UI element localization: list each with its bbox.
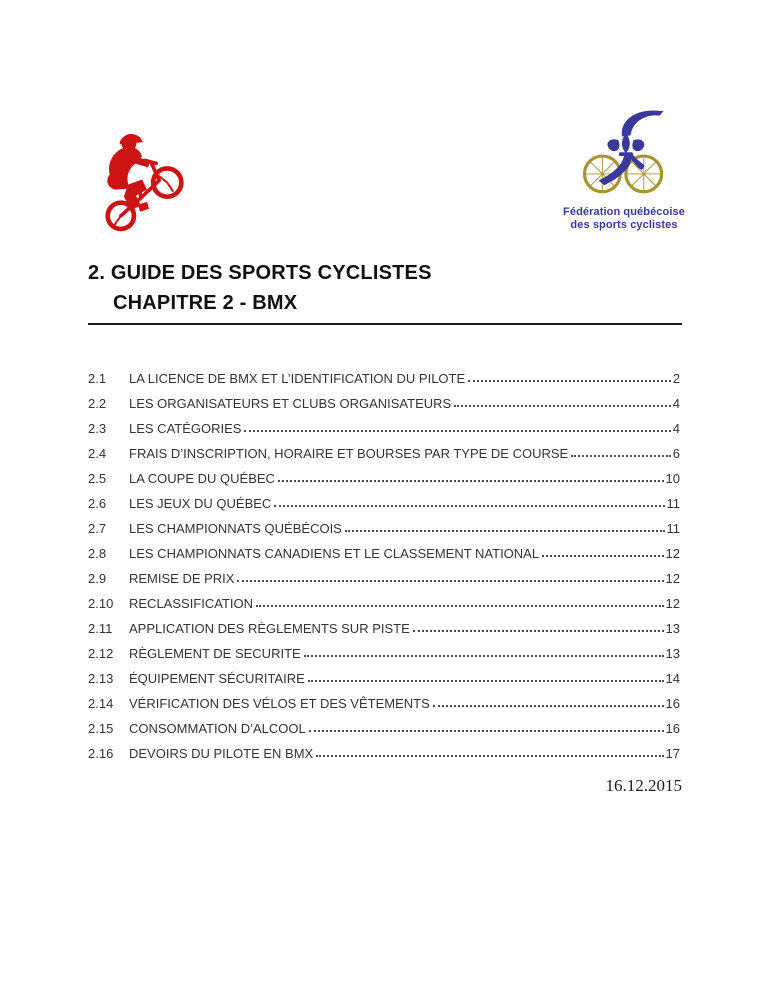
toc-entry-page: 12: [665, 571, 680, 586]
fqsc-logo: [556, 110, 692, 232]
toc-entry-page: 4: [672, 421, 680, 436]
toc-dotted-leader: [309, 730, 664, 732]
toc-dotted-leader: [308, 680, 664, 682]
toc-entry-title: LES CATÉGORIES: [129, 421, 242, 436]
toc-entry-page: 13: [665, 621, 680, 636]
toc-row: [88, 566, 680, 591]
toc-entry-number: 2.11: [88, 621, 113, 636]
toc-entry-page: 6: [672, 446, 680, 461]
toc-entry-page: 2: [672, 371, 680, 386]
toc-dotted-leader: [571, 455, 671, 457]
toc-dotted-leader: [468, 380, 671, 382]
toc-entry-title: LES ORGANISATEURS ET CLUBS ORGANISATEURS: [129, 396, 452, 411]
toc-dotted-leader: [454, 405, 671, 407]
toc-entry-page: 11: [666, 496, 680, 511]
toc-entry-page: 16: [665, 721, 680, 736]
toc-dotted-leader: [433, 705, 664, 707]
toc-row: [88, 716, 680, 741]
toc-entry-title: LES CHAMPIONNATS QUÉBÉCOIS: [129, 521, 342, 536]
toc-row: [88, 491, 680, 516]
toc-entry-page: 4: [672, 396, 680, 411]
toc-entry-page: 11: [666, 521, 680, 536]
toc-entry-title: RÈGLEMENT DE SECURITE: [129, 646, 301, 661]
document-title: [88, 258, 682, 318]
toc-row: [88, 466, 680, 491]
toc-entry-title: VÉRIFICATION DES VÉLOS ET DES VÊTEMENTS: [129, 696, 430, 711]
toc-dotted-leader: [345, 530, 665, 532]
toc-row: [88, 516, 680, 541]
toc-row: [88, 416, 680, 441]
toc-entry-number: 2.15: [88, 721, 114, 736]
toc-entry-title: LES JEUX DU QUÉBEC: [129, 496, 272, 511]
toc-row: [88, 616, 680, 641]
toc-entry-number: 2.8: [88, 546, 107, 561]
toc-dotted-leader: [304, 655, 664, 657]
toc-entry-page: 12: [665, 596, 680, 611]
toc-dotted-leader: [274, 505, 664, 507]
toc-entry-page: 10: [665, 471, 680, 486]
toc-entry-title: APPLICATION DES RÈGLEMENTS SUR PISTE: [129, 621, 410, 636]
toc-entry-page: 17: [665, 746, 680, 761]
toc-entry-page: 14: [665, 671, 680, 686]
fqsc-caption-line2: des sports cyclistes: [570, 219, 678, 231]
toc-row: [88, 741, 680, 766]
toc-list: [88, 366, 680, 766]
toc-entry-title: RECLASSIFICATION: [129, 596, 254, 611]
title-line2: CHAPITRE 2 - BMX: [113, 292, 298, 314]
toc-dotted-leader: [542, 555, 663, 557]
toc-entry-number: 2.7: [88, 521, 107, 536]
toc-row: [88, 691, 680, 716]
toc-entry-number: 2.10: [88, 596, 114, 611]
toc-dotted-leader: [237, 580, 663, 582]
toc-entry-title: FRAIS D’INSCRIPTION, HORAIRE ET BOURSES PAR TYPE DE COURSE: [129, 446, 569, 461]
toc-entry-page: 13: [665, 646, 680, 661]
toc-entry-title: ÉQUIPEMENT SÉCURITAIRE: [129, 671, 305, 686]
toc-entry-number: 2.14: [88, 696, 114, 711]
toc-entry-page: 16: [665, 696, 680, 711]
toc-row: [88, 666, 680, 691]
toc-row: [88, 366, 680, 391]
toc-entry-title: DEVOIRS DU PILOTE EN BMX: [129, 746, 314, 761]
toc-entry-title: CONSOMMATION D’ALCOOL: [129, 721, 306, 736]
toc-entry-number: 2.9: [88, 571, 107, 586]
toc-entry-number: 2.4: [88, 446, 107, 461]
toc-entry-number: 2.1: [88, 371, 107, 386]
title-line1: 2. GUIDE DES SPORTS CYCLISTES: [88, 262, 432, 284]
toc-entry-title: LA LICENCE DE BMX ET L’IDENTIFICATION DU PILOTE: [129, 371, 466, 386]
toc-row: [88, 541, 680, 566]
toc-entry-number: 2.3: [88, 421, 107, 436]
fqsc-cyclist-icon: [577, 110, 671, 204]
toc-entry-number: 2.2: [88, 396, 107, 411]
toc-row: [88, 391, 680, 416]
bmx-rider-icon: [94, 118, 186, 234]
toc-dotted-leader: [278, 480, 664, 482]
title-divider: [88, 323, 682, 325]
toc-row: [88, 641, 680, 666]
toc-dotted-leader: [256, 605, 664, 607]
toc-entry-number: 2.13: [88, 671, 114, 686]
toc-entry-title: LA COUPE DU QUÉBEC: [129, 471, 275, 486]
toc-entry-title: REMISE DE PRIX: [129, 571, 235, 586]
toc-entry-number: 2.16: [88, 746, 114, 761]
toc-row: [88, 441, 680, 466]
fqsc-caption-line1: Fédération québécoise: [563, 206, 685, 218]
toc-dotted-leader: [413, 630, 664, 632]
toc-entry-number: 2.6: [88, 496, 107, 511]
document-date: 16.12.2015: [605, 776, 682, 795]
toc-entry-title: LES CHAMPIONNATS CANADIENS ET LE CLASSEMENT NATIONAL: [129, 546, 540, 561]
toc-dotted-leader: [244, 430, 670, 432]
toc-entry-page: 12: [665, 546, 680, 561]
toc-entry-number: 2.12: [88, 646, 114, 661]
toc-entry-number: 2.5: [88, 471, 107, 486]
toc-row: [88, 591, 680, 616]
toc-dotted-leader: [316, 755, 663, 757]
bmx-rider-logo: [94, 118, 186, 234]
